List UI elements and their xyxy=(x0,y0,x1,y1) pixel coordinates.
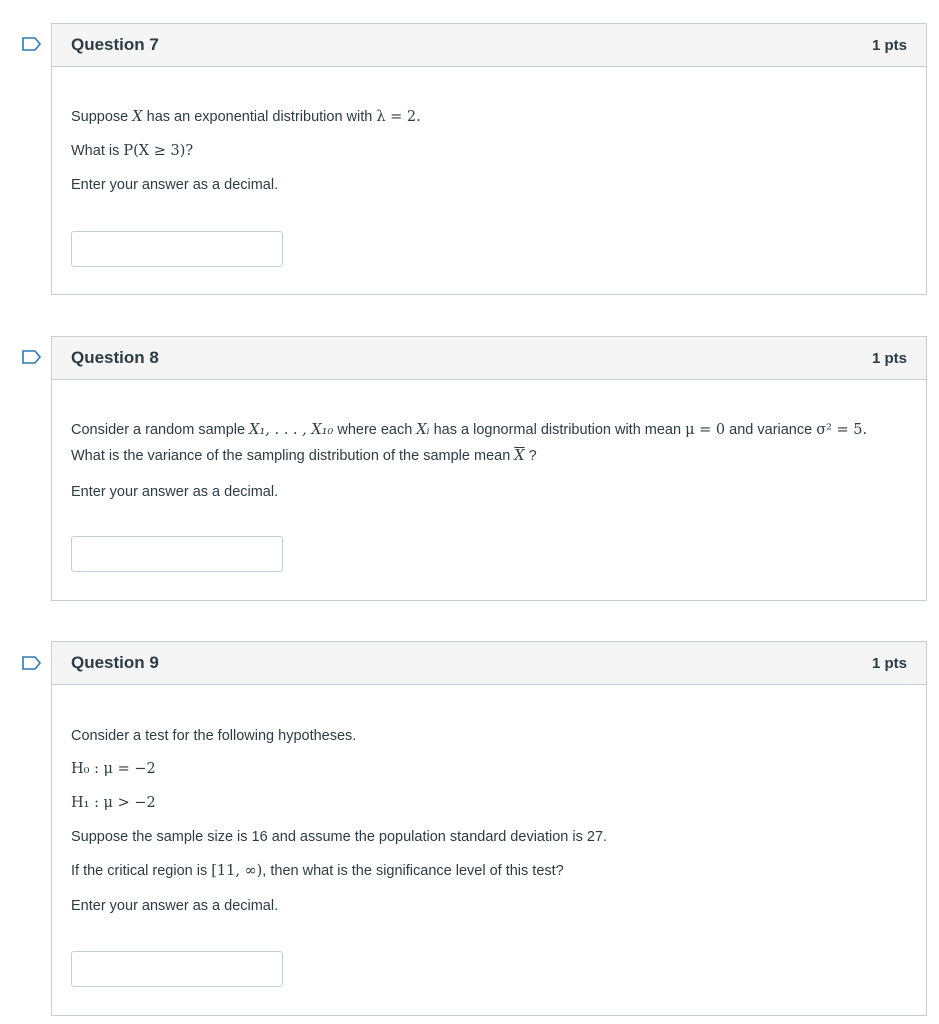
text: has an exponential distribution with xyxy=(142,109,377,125)
math: λ = 2. xyxy=(376,109,421,125)
question-points: 1 pts xyxy=(871,654,907,672)
text: ? xyxy=(524,448,537,464)
instruction-text: Enter your answer as a decimal. xyxy=(71,484,279,500)
question-text xyxy=(71,422,867,438)
flag-question-icon[interactable] xyxy=(22,350,42,364)
math: P(X ≥ 3)? xyxy=(123,143,194,159)
text: , then what is the significance level of this test? xyxy=(262,863,564,879)
text: and variance xyxy=(725,422,817,438)
question-9 xyxy=(51,641,927,1016)
text: has a lognormal distribution with mean xyxy=(429,422,686,438)
math: Xᵢ xyxy=(416,422,430,438)
question-text xyxy=(71,448,537,464)
question-header xyxy=(52,642,926,685)
text: Suppose xyxy=(71,109,133,125)
answer-input[interactable] xyxy=(71,536,283,572)
math: [11, ∞) xyxy=(211,863,263,879)
math: $\overline{X}$ xyxy=(514,448,525,464)
hypothesis-alt: H₁ : μ > −2 xyxy=(71,795,156,811)
instruction-text: Enter your answer as a decimal. xyxy=(71,898,279,914)
math: X xyxy=(132,109,143,125)
text: What is the variance of the sampling distribution of the sample mean xyxy=(71,448,515,464)
question-title: Question 7 xyxy=(71,35,159,54)
math: μ = 0 xyxy=(685,422,726,438)
question-points: 1 pts xyxy=(871,349,907,367)
question-header xyxy=(52,24,926,67)
math: X₁, . . . , X₁₀ xyxy=(249,422,334,438)
answer-input[interactable] xyxy=(71,231,283,267)
question-text xyxy=(71,863,564,879)
question-text: Consider a test for the following hypotheses. xyxy=(71,728,357,744)
question-title: Question 8 xyxy=(71,348,159,367)
flag-question-icon[interactable] xyxy=(22,37,42,51)
answer-input[interactable] xyxy=(71,951,283,987)
text: What is xyxy=(71,143,124,159)
text: where each xyxy=(333,422,417,438)
question-points: 1 pts xyxy=(871,36,907,54)
question-8 xyxy=(51,336,927,601)
question-text xyxy=(71,109,421,125)
question-7 xyxy=(51,23,927,295)
hypothesis-null: H₀ : μ = −2 xyxy=(71,761,156,777)
text: Consider a random sample xyxy=(71,422,250,438)
text: If the critical region is xyxy=(71,863,212,879)
instruction-text: Enter your answer as a decimal. xyxy=(71,177,279,193)
question-title: Question 9 xyxy=(71,653,159,672)
question-text: Suppose the sample size is 16 and assume the population standard deviation is 27. xyxy=(71,829,608,845)
question-header xyxy=(52,337,926,380)
math: σ² = 5. xyxy=(816,422,868,438)
question-text xyxy=(71,143,193,159)
flag-question-icon[interactable] xyxy=(22,656,42,670)
